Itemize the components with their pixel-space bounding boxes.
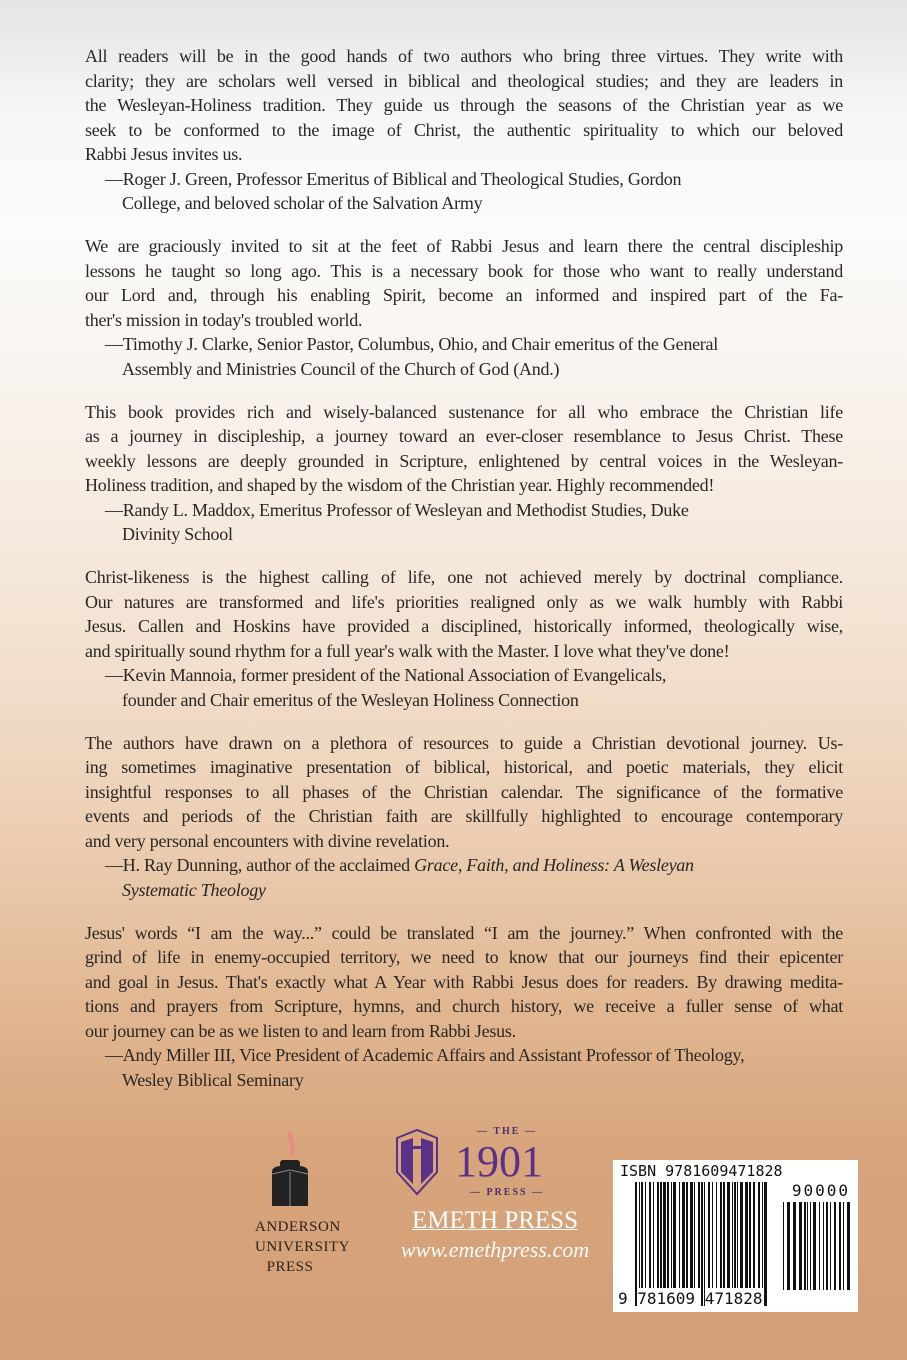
barcode-bar <box>653 1182 654 1288</box>
quote-line: lessons he taught so long ago. This is a necessary book for those who want to really understand <box>85 260 843 281</box>
attribution <box>85 332 843 381</box>
quote-line: ing sometimes imaginative presentation of biblical, historical, and poetic materials, they elicit <box>85 757 843 777</box>
barcode-bar <box>749 1182 751 1288</box>
barcode-bar <box>745 1182 748 1288</box>
barcode-bar <box>716 1182 717 1288</box>
the-label: — THE — <box>477 1126 537 1137</box>
barcode-bar <box>686 1182 688 1288</box>
quote-line: and spiritually sound rhythm for a full year's walk with the Master. I love what they've done! <box>85 640 730 661</box>
endorsements <box>85 44 843 1111</box>
quote-line: The authors have drawn on a plethora of resources to guide a Christian devotional journey. Us- <box>85 732 843 753</box>
barcode-bar <box>649 1182 651 1288</box>
barcode-bar <box>753 1182 755 1288</box>
attribution <box>85 1043 843 1092</box>
barcode-bar <box>740 1182 743 1288</box>
book-title: Grace, Faith, and Holiness: A Wesleyan <box>414 855 694 875</box>
quote-line: and very personal encounters with divine revelation. <box>85 830 450 851</box>
barcode-bar <box>641 1182 643 1288</box>
barcode-bar <box>810 1202 811 1290</box>
attribution-line: —Kevin Mannoia, former president of the National Association of Evangelicals, <box>105 665 667 685</box>
anderson-university-press-logo <box>255 1128 350 1277</box>
endorsement <box>85 234 843 381</box>
barcode-bar <box>701 1182 703 1306</box>
attribution-text: —H. Ray Dunning, author of the acclaimed <box>105 855 415 875</box>
quote-line: insightful responses to all phases of the Christian calendar. The significance of the formative <box>85 781 843 802</box>
barcode-bar <box>704 1182 705 1306</box>
barcode-bar <box>694 1182 695 1288</box>
barcode-bar <box>660 1182 662 1288</box>
barcode-bar <box>819 1202 820 1290</box>
quote-line: Jesus. Callen and Hoskins have provided a disciplined, historically informed, theologically wise, <box>85 616 843 636</box>
barcode-bar <box>635 1182 637 1306</box>
attribution-line: —Andy Miller III, Vice President of Academic Affairs and Assistant Professor of Theology, <box>105 1045 745 1065</box>
endorsement <box>85 565 843 712</box>
quote-line: grind of life in enemy-occupied territory, we need to know that our journeys find their epicenter <box>85 947 843 967</box>
emeth-press-name: EMETH PRESS <box>411 1207 578 1234</box>
attribution <box>85 167 843 216</box>
quote-line: Jesus' words “I am the way...” could be translated “I am the journey.” When confronted with the <box>85 922 843 943</box>
endorsement <box>85 921 843 1093</box>
shield-cross-icon <box>393 1128 441 1196</box>
attribution-line: Systematic Theology <box>122 879 266 900</box>
barcode-bar <box>813 1202 816 1290</box>
barcode-bar <box>645 1182 646 1288</box>
quote-line: the Wesleyan-Holiness tradition. They guide us through the seasons of the Christian year as we <box>85 95 843 115</box>
barcode-bar <box>764 1182 767 1306</box>
quote-line: This book provides rich and wisely-balanced sustenance for all who embrace the Christian life <box>85 401 843 422</box>
barcode-bar <box>758 1182 760 1288</box>
barcode-bar <box>639 1182 640 1288</box>
attribution-line: Assembly and Ministries Council of the Church of God (And.) <box>122 358 560 379</box>
barcode-bar <box>663 1182 666 1288</box>
barcode-bar <box>727 1182 730 1288</box>
quote-line: We are graciously invited to sit at the feet of Rabbi Jesus and learn there the central discipleship <box>85 236 843 256</box>
barcode-bar <box>723 1182 725 1288</box>
barcode-bar <box>799 1202 802 1290</box>
quote-line: seek to be conformed to the image of Christ, the authentic spirituality to which our beloved <box>85 119 843 140</box>
barcode-bar <box>657 1182 659 1288</box>
barcode-bar <box>698 1182 700 1288</box>
attribution-line: Divinity School <box>122 524 233 544</box>
attribution-line <box>85 853 843 878</box>
quote-line: Christ-likeness is the highest calling of life, one not achieved merely by doctrinal compliance. <box>85 567 843 587</box>
barcode-bar <box>671 1182 672 1288</box>
publisher-name-line: PRESS <box>266 1259 314 1275</box>
barcode-bar <box>787 1202 790 1290</box>
barcode-bar <box>843 1202 844 1290</box>
quote-line: events and periods of the Christian faith are skillfully highlighted to encourage contemporary <box>85 806 843 826</box>
barcode-bar <box>673 1182 676 1288</box>
barcode-bar <box>830 1202 831 1290</box>
emeth-press-url: www.emethpress.com <box>400 1237 590 1262</box>
quote-line: Rabbi Jesus invites us. <box>85 144 243 164</box>
barcode-bar <box>762 1182 763 1288</box>
lamp-icon <box>260 1128 320 1208</box>
quote-line: and goal in Jesus. That's exactly what A Year with Rabbi Jesus does for readers. By drawing medita- <box>85 971 843 992</box>
attribution-line: —Randy L. Maddox, Emeritus Professor of Wesleyan and Methodist Studies, Duke <box>105 499 689 520</box>
endorsement <box>85 44 843 216</box>
barcode-bar <box>839 1202 841 1290</box>
quote-line: Our natures are transformed and life's priorities realigned only as we walk humbly with Rabbi <box>85 591 843 612</box>
endorsement <box>85 731 843 903</box>
barcode-bar <box>732 1182 733 1288</box>
isbn-barcode <box>613 1160 858 1312</box>
barcode-bar <box>690 1182 693 1288</box>
attribution-line: —Roger J. Green, Professor Emeritus of Biblical and Theological Studies, Gordon <box>105 168 682 189</box>
quote-line: clarity; they are scholars well versed in biblical and theological studies; and they are leaders in <box>85 70 843 91</box>
barcode-bar <box>823 1202 824 1290</box>
barcode-bar <box>826 1202 828 1290</box>
attribution-line: College, and beloved scholar of the Salvation Army <box>122 193 483 213</box>
quote-line: as a journey in discipleship, a journey toward an ever-closer resemblance to Jesus Christ. These <box>85 426 843 446</box>
attribution-line: —Timothy J. Clarke, Senior Pastor, Columbus, Ohio, and Chair emeritus of the General <box>105 334 719 354</box>
attribution-line: founder and Chair emeritus of the Wesleyan Holiness Connection <box>122 689 579 710</box>
attribution <box>85 663 843 712</box>
isbn-label: ISBN 9781609471828 <box>620 1162 783 1180</box>
quote-line: All readers will be in the good hands of two authors who bring three virtues. They write with <box>85 46 843 66</box>
press-number: 1901 <box>455 1137 543 1186</box>
quote-line: ther's mission in today's troubled world. <box>85 309 363 330</box>
barcode-bar <box>807 1202 808 1290</box>
barcode-bar <box>834 1202 836 1290</box>
barcode-bar <box>712 1182 713 1288</box>
quote-line: weekly lessons are deeply grounded in Scripture, enlightened by central voices in the Wesleyan- <box>85 450 843 471</box>
barcode-bar <box>737 1182 738 1288</box>
press-label: — PRESS — <box>469 1187 545 1198</box>
attribution <box>85 853 843 902</box>
quote-line: our journey can be as we listen to and learn from Rabbi Jesus. <box>85 1020 516 1041</box>
quote-line: our Lord and, through his enabling Spirit, become an informed and inspired part of the Fa- <box>85 285 843 305</box>
publisher-name-line: ANDERSON <box>255 1219 341 1235</box>
quote-line: tions and prayers from Scripture, hymns, and church history, we receive a fuller sense of what <box>85 996 843 1016</box>
barcode-bar <box>793 1202 796 1290</box>
barcode-bar <box>667 1182 669 1288</box>
isbn-digits: 9 781609 471828 <box>618 1289 763 1308</box>
attribution-line: Wesley Biblical Seminary <box>122 1069 304 1090</box>
barcode-bar <box>720 1182 722 1288</box>
attribution <box>85 498 843 547</box>
barcode-bar <box>708 1182 710 1288</box>
barcode-bar <box>682 1182 685 1288</box>
endorsement <box>85 400 843 547</box>
barcode-bar <box>679 1182 680 1288</box>
price-code: 90000 <box>791 1181 850 1200</box>
publisher-name-line: UNIVERSITY <box>255 1239 350 1255</box>
barcode-bar <box>734 1182 736 1288</box>
barcode-bar <box>783 1202 784 1290</box>
barcode-bar <box>847 1202 850 1290</box>
barcode-bar <box>804 1202 806 1290</box>
quote-line: Holiness tradition, and shaped by the wisdom of the Christian year. Highly recommended! <box>85 475 715 495</box>
